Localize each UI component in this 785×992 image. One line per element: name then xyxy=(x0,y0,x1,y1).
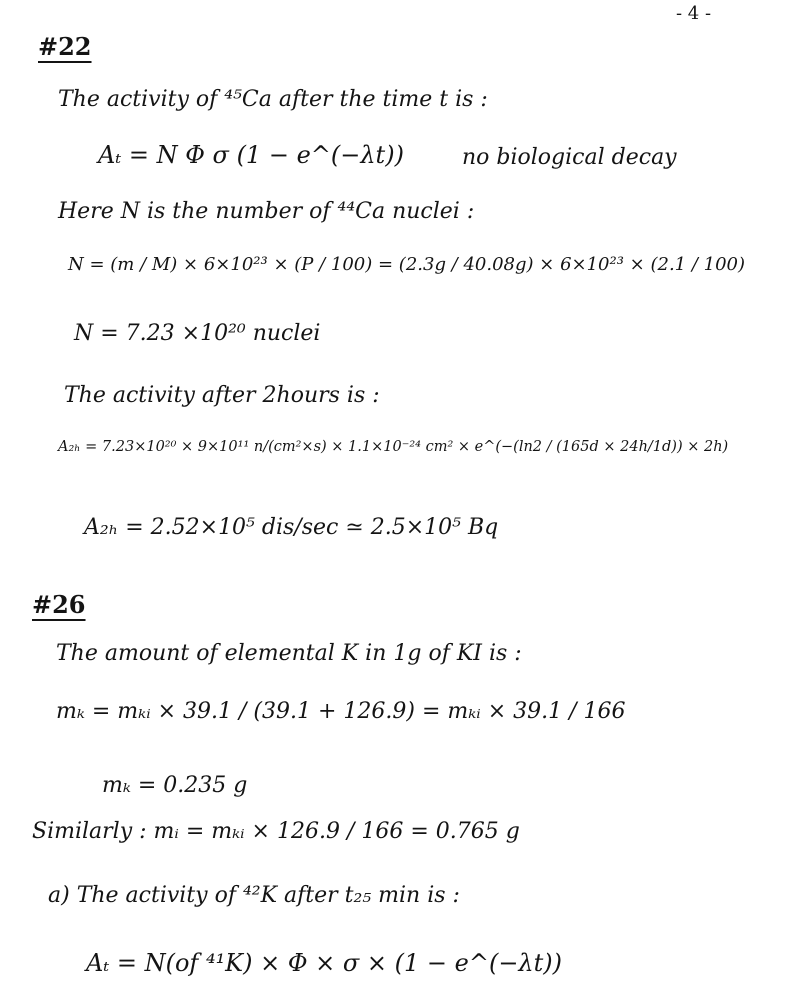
text-line: Here N is the number of ⁴⁴Ca nuclei : xyxy=(58,199,475,224)
equation-line: Aₜ = N(of ⁴¹K) × Φ × σ × (1 − e^(−λt)) xyxy=(86,949,563,977)
equation-line: Aₜ = N Φ σ (1 − e^(−λt)) xyxy=(98,141,404,169)
equation-line: A₂ₕ = 7.23×10²⁰ × 9×10¹¹ n/(cm²×s) × 1.1×10⁻²⁴ cm² × e^(−(ln2 / (165d × 24h/1d)) × 2h) xyxy=(58,439,729,455)
page-number: - 4 - xyxy=(676,3,712,24)
section-heading: #22 xyxy=(38,32,92,61)
text-line: The activity of ⁴⁵Ca after the time t is : xyxy=(58,87,488,112)
section-heading: #26 xyxy=(32,590,86,619)
equation-line: N = (m / M) × 6×10²³ × (P / 100) = (2.3g / 40.08g) × 6×10²³ × (2.1 / 100) xyxy=(68,254,746,275)
text-line: no biological decay xyxy=(462,145,677,170)
equation-line: N = 7.23 ×10²⁰ nuclei xyxy=(74,321,321,346)
text-line: The amount of elemental K in 1g of KI is : xyxy=(56,641,522,666)
equation-line: Similarly : mᵢ = mₖᵢ × 126.9 / 166 = 0.765 g xyxy=(32,819,520,844)
text-line: a) The activity of ⁴²K after t₂₅ min is : xyxy=(48,883,460,908)
equation-line: mₖ = 0.235 g xyxy=(102,773,248,798)
text-line: The activity after 2hours is : xyxy=(64,383,380,408)
equation-line: A₂ₕ = 2.52×10⁵ dis/sec ≃ 2.5×10⁵ Bq xyxy=(84,515,499,540)
equation-line: mₖ = mₖᵢ × 39.1 / (39.1 + 126.9) = mₖᵢ × 39.1 / 166 xyxy=(56,699,626,724)
